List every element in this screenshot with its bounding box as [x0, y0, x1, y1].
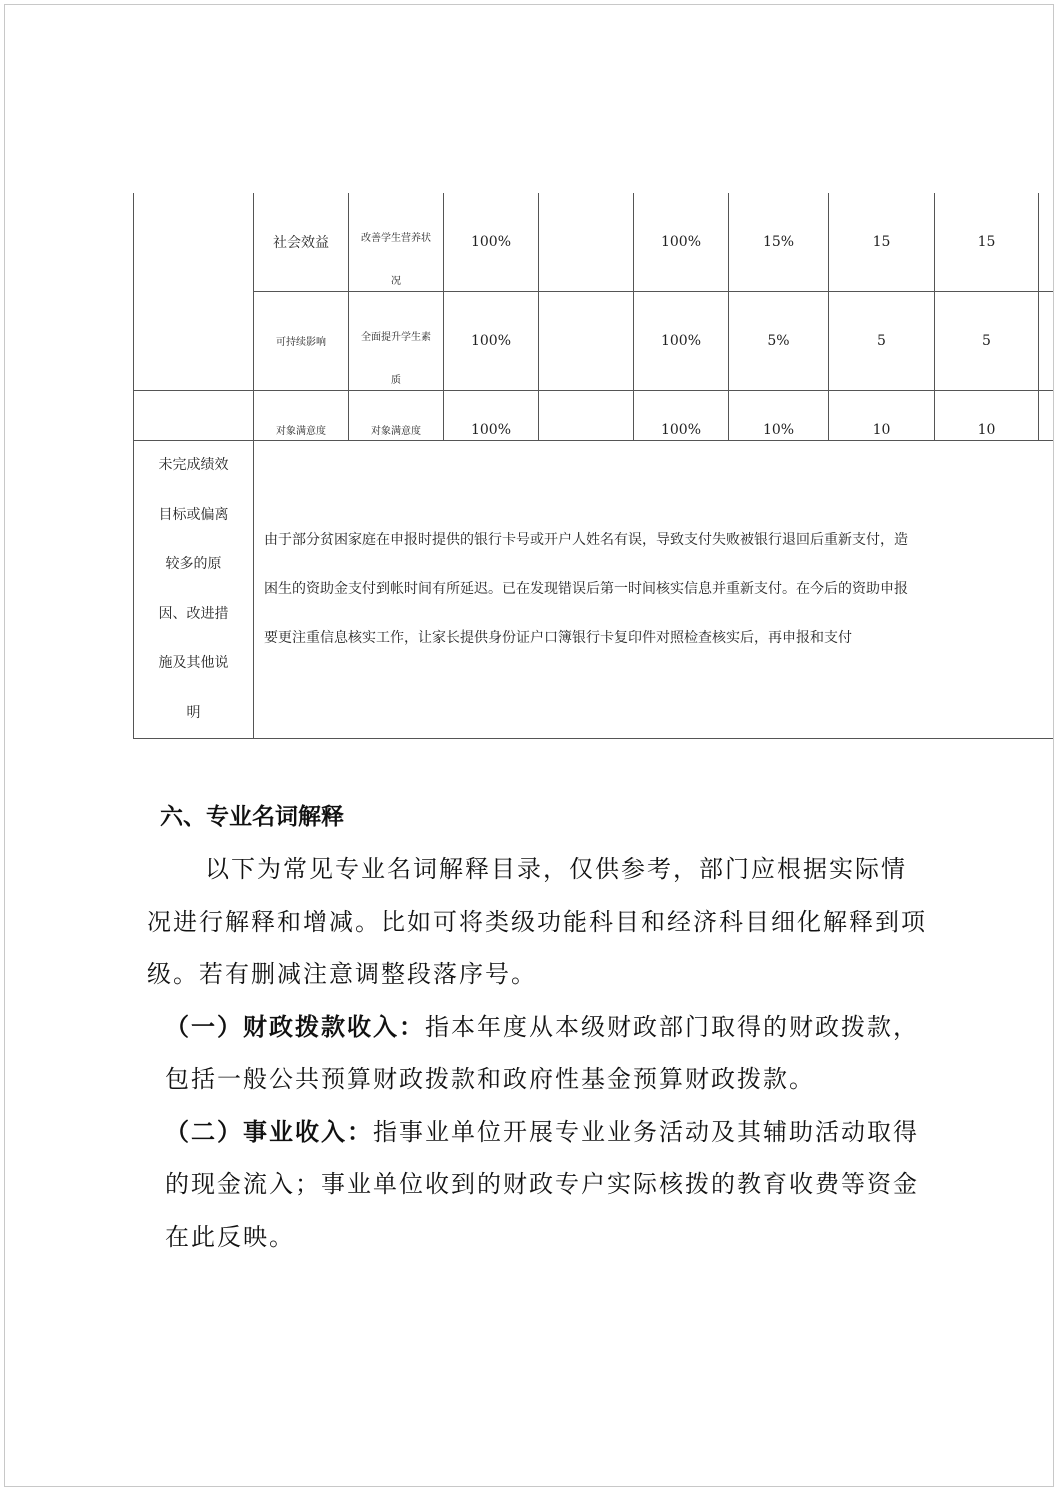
- page-frame: [4, 4, 1054, 1487]
- category-cell: [134, 391, 254, 441]
- sub-indicator-cell: [254, 391, 349, 441]
- score-a-cell: 15: [829, 193, 935, 292]
- remark-label-line: 未完成绩效: [158, 457, 229, 473]
- indicator-text: 对象满意度: [371, 426, 421, 437]
- remark-label-line: 较多的原: [165, 556, 222, 572]
- indicator-line-1: 全面提升学生素: [361, 332, 431, 343]
- remark-label-line: 明: [186, 704, 201, 721]
- performance-table: [133, 193, 1054, 739]
- term-description: 指事业单位开展专业业务活动及其辅助活动取得的现金流入；事业单位收到的财政专户实际核拨的教育收费等资金在此反映。: [165, 1117, 919, 1251]
- blank-cell: [539, 391, 634, 441]
- remark-text-line: 困生的资助金支付到帐时间有所延迟。已在发现错误后第一时间核实信息并重新支付。在今后的资助申报: [264, 581, 908, 597]
- blank-cell: [539, 292, 634, 391]
- score-a-cell: 10: [829, 391, 935, 441]
- remark-row: [134, 441, 1055, 739]
- sub-indicator-text: 可持续影响: [276, 337, 326, 348]
- weight-cell: 5%: [729, 292, 829, 391]
- remark-text-line: 由于部分贫困家庭在申报时提供的银行卡号或开户人姓名有误，导致支付失败被银行退回后重新支付，造: [264, 532, 908, 548]
- remark-text-line: 要更注重信息核实工作，让家长提供身份证户口簿银行卡复印件对照检查核实后，再申报和支付: [264, 630, 852, 646]
- term-label: （二）事业收入：: [165, 1116, 373, 1146]
- target-cell: 100%: [444, 391, 539, 441]
- performance-table-wrapper: [133, 193, 1054, 743]
- actual-cell: 100%: [634, 193, 729, 292]
- term-label: （一）财政拨款收入：: [165, 1011, 425, 1041]
- indicator-cell: [349, 292, 444, 391]
- intro-paragraph: 以下为常见专业名词解释目录，仅供参考，部门应根据实际情况进行解释和增减。比如可将类级功能科目和经济科目细化解释到项级。若有删减注意调整段落序号。: [147, 855, 927, 988]
- actual-cell: 100%: [634, 292, 729, 391]
- remark-label-line: 施及其他说: [158, 655, 229, 671]
- remark-label-line: 因、改进措: [158, 605, 229, 622]
- remark-label-line: 目标或偏离: [158, 506, 229, 523]
- term-paragraph: [147, 1001, 927, 1106]
- sub-indicator-text: 对象满意度: [276, 426, 326, 437]
- section-title: 六、专业名词解释: [160, 804, 344, 830]
- indicator-line-2: 况: [391, 276, 401, 287]
- extra-cell: [1039, 193, 1055, 292]
- indicator-cell: [349, 391, 444, 441]
- score-b-cell: 5: [935, 292, 1039, 391]
- category-cell: [134, 193, 254, 391]
- extra-cell: [1039, 391, 1055, 441]
- term-paragraph: [147, 1106, 927, 1264]
- remark-text-cell: [254, 441, 1055, 739]
- weight-cell: 15%: [729, 193, 829, 292]
- remark-label-cell: [134, 441, 254, 739]
- indicator-line-1: 改善学生营养状: [361, 233, 431, 244]
- blank-cell: [539, 193, 634, 292]
- section-body: [147, 843, 927, 1263]
- extra-cell: [1039, 292, 1055, 391]
- sub-indicator-cell: 社会效益: [254, 193, 349, 292]
- term-description: 指本年度从本级财政部门取得的财政拨款，包括一般公共预算财政拨款和政府性基金预算财政拨款。: [165, 1012, 919, 1093]
- score-a-cell: 5: [829, 292, 935, 391]
- sub-indicator-cell: [254, 292, 349, 391]
- indicator-cell: [349, 193, 444, 292]
- actual-cell: 100%: [634, 391, 729, 441]
- table-row: [134, 292, 1055, 391]
- score-b-cell: 15: [935, 193, 1039, 292]
- indicator-line-2: 质: [391, 375, 401, 386]
- target-cell: 100%: [444, 193, 539, 292]
- table-row: [134, 391, 1055, 441]
- target-cell: 100%: [444, 292, 539, 391]
- table-row: [134, 193, 1055, 292]
- score-b-cell: 10: [935, 391, 1039, 441]
- weight-cell: 10%: [729, 391, 829, 441]
